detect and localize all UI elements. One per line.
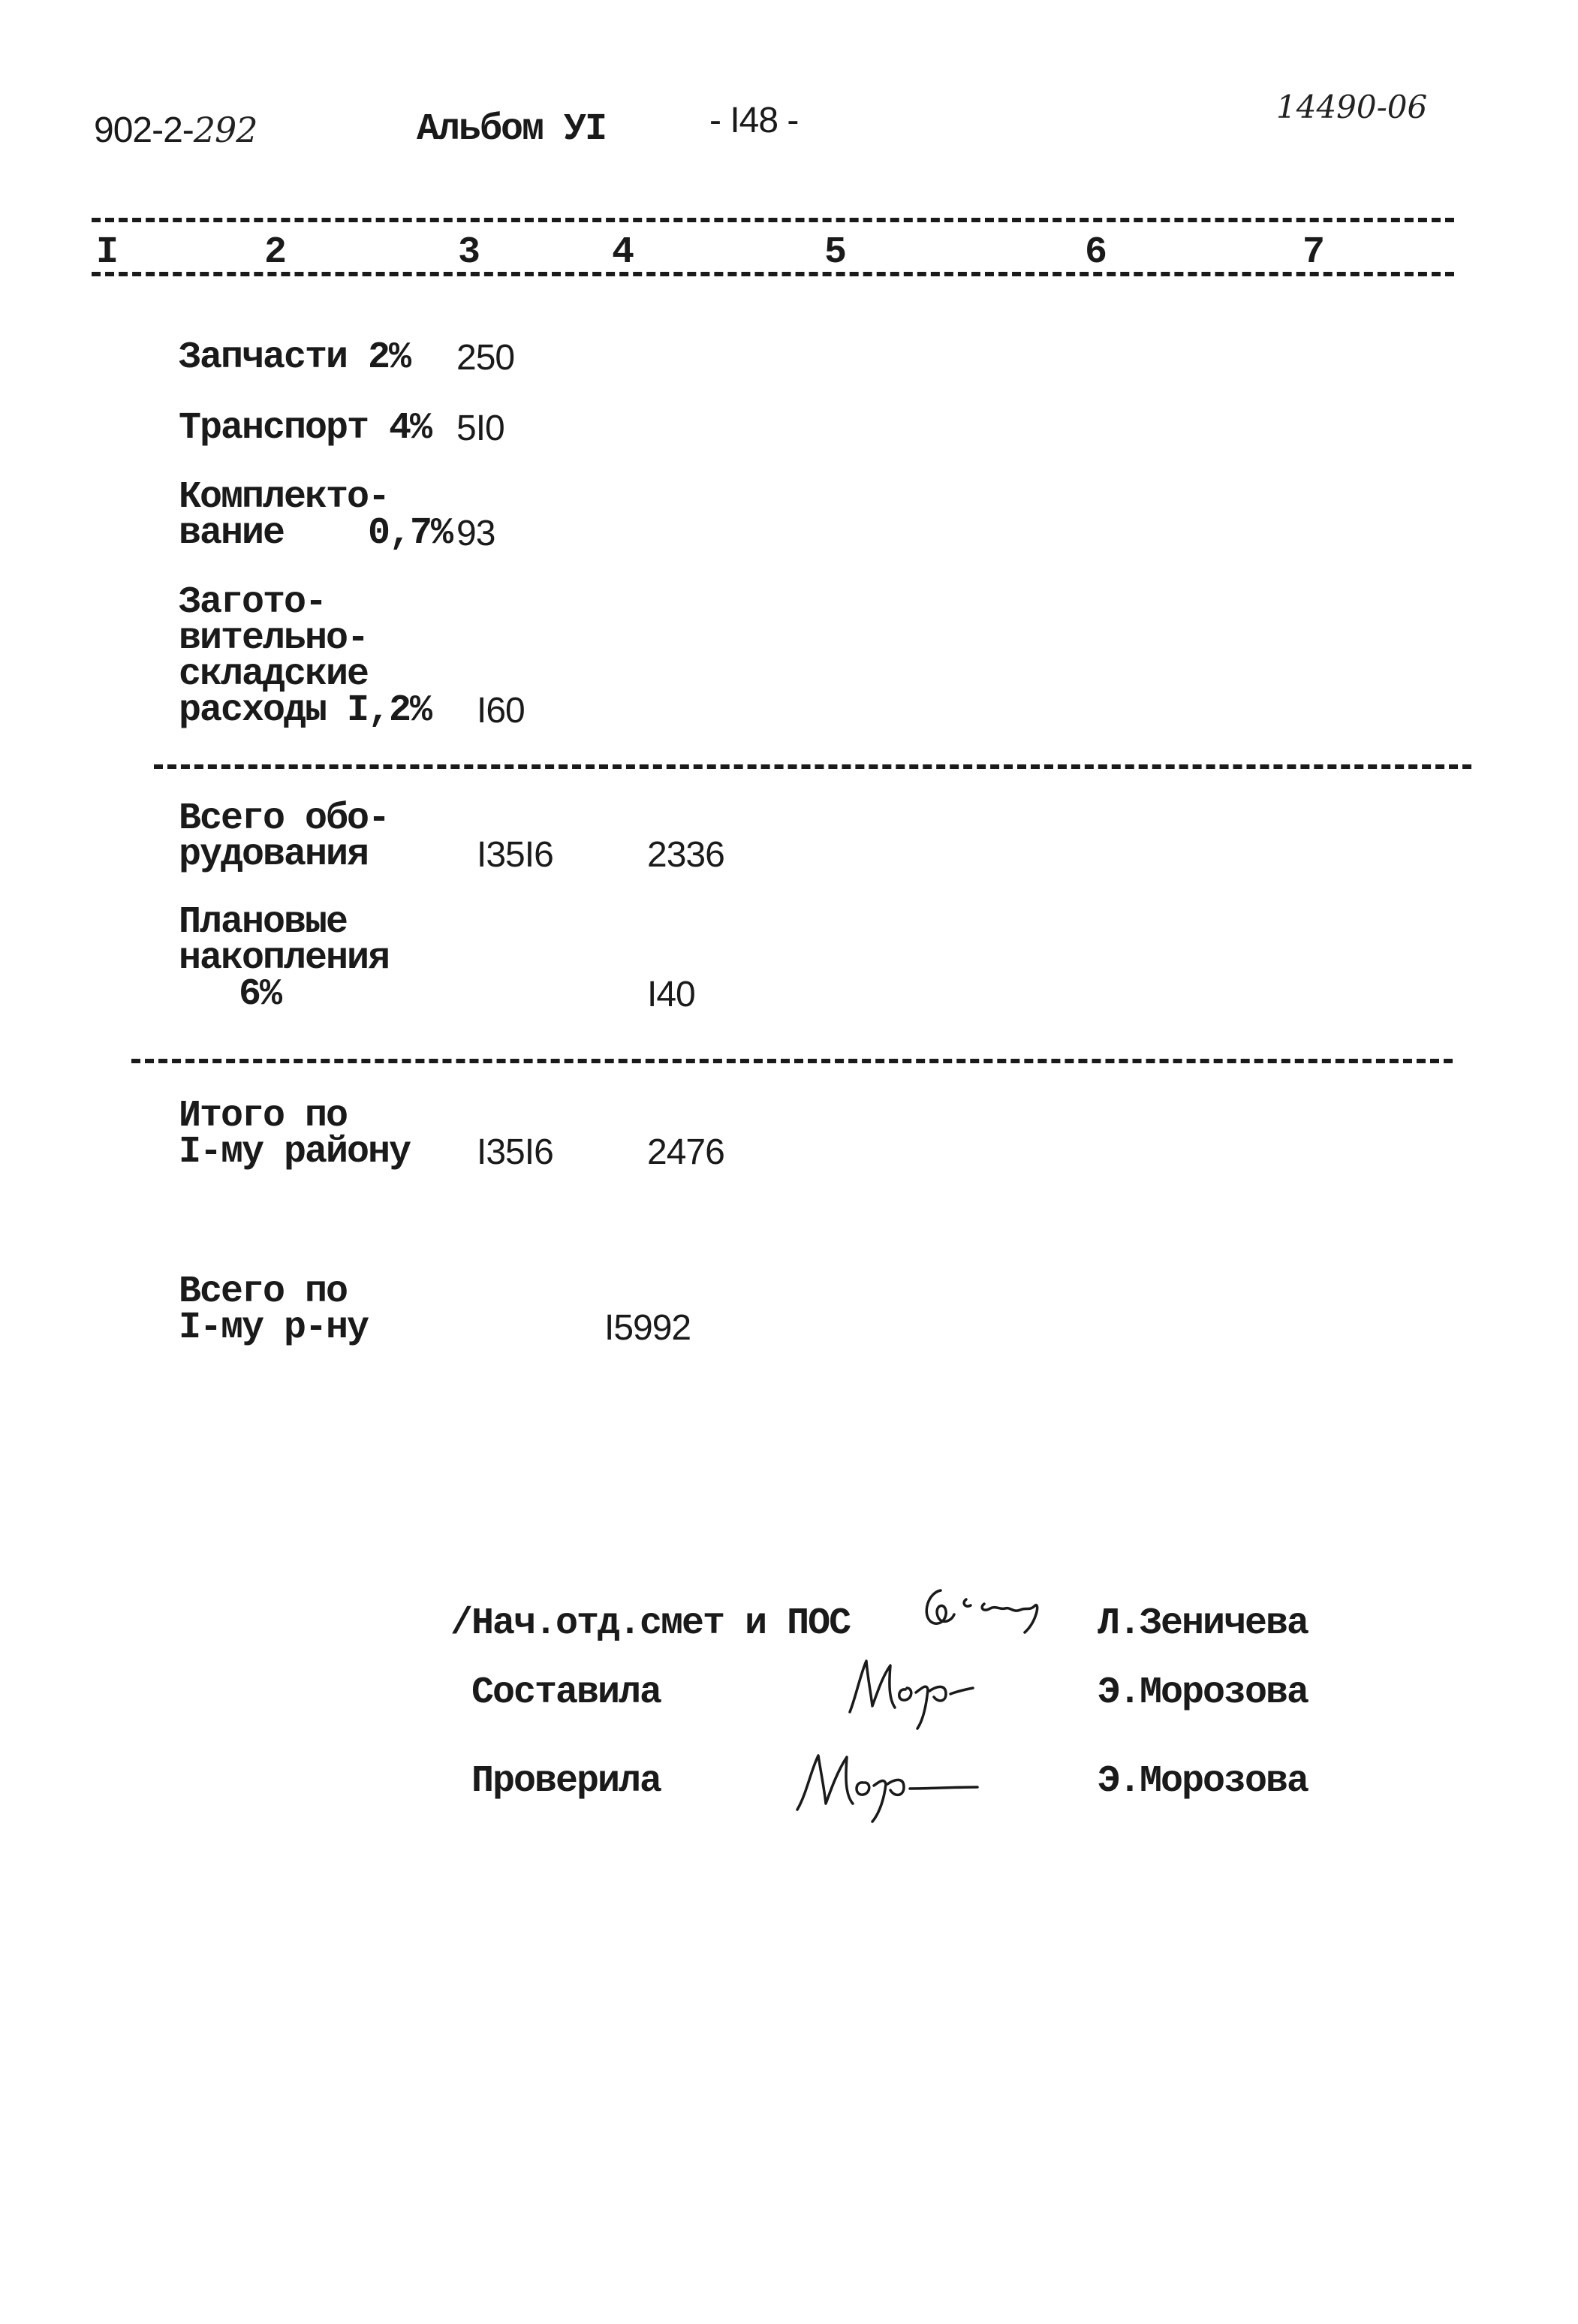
district-total-label-line2: I-му району [179,1131,411,1174]
inventory-number: 14490-06 [1276,89,1428,125]
signature-name-compiled: Э.Морозова [1098,1671,1308,1714]
equipment-total-col4: 2336 [647,835,724,875]
transport-value: 5I0 [456,408,504,448]
planned-savings-label-line1: Плановые [179,901,348,944]
column-number-6: 6 [1085,231,1107,274]
signature-role-checked: Проверила [471,1760,661,1803]
kit-label-line2: вание [179,512,285,555]
signature-compiled-mark [833,1644,1006,1735]
column-number-4: 4 [612,231,634,274]
storage-label-line1: Загото- [179,581,327,624]
kit-label-line1: Комплекто- [179,476,390,519]
storage-label-line3: складские [179,653,369,696]
column-header-bottom-rule [92,272,1454,276]
district-total-label-line1: Итого по [179,1095,348,1138]
signature-name-checked: Э.Морозова [1098,1760,1308,1803]
document-number [94,111,257,149]
planned-savings-col4: I40 [647,975,695,1014]
page-number: - I48 - [709,101,799,140]
signature-checked-mark [781,1735,1006,1825]
column-number-7: 7 [1302,231,1324,274]
document-number-suffix: 292 [193,110,257,150]
equipment-total-label-line2: рудования [179,833,369,876]
equipment-total-col3: I35I6 [477,835,553,875]
signature-head-mark [912,1577,1062,1644]
district-total-col4: 2476 [647,1132,724,1172]
storage-value: I60 [477,691,525,731]
column-number-1: I [96,231,118,274]
section-divider-1 [154,764,1471,769]
district-total-col3: I35I6 [477,1132,553,1172]
storage-label-line4: расходы I,2% [179,689,432,732]
signature-role-head: /Нач.отд.смет и ПОС [450,1602,851,1645]
document-number-prefix: 902-2- [94,110,194,150]
column-number-3: 3 [458,231,480,274]
section-divider-2 [131,1059,1453,1063]
equipment-total-label-line1: Всего обо- [179,797,390,840]
kit-percent: 0,7% [368,512,453,555]
grand-total-label-line2: I-му р-ну [179,1307,369,1349]
signature-role-compiled: Составила [471,1671,661,1714]
storage-label-line2: вительно- [179,617,369,660]
column-number-5: 5 [824,231,846,274]
spares-value: 250 [456,338,515,378]
grand-total-value: I5992 [604,1308,691,1348]
kit-value: 93 [456,514,495,553]
album-label: Альбом УI [417,108,607,151]
grand-total-label-line1: Всего по [179,1271,348,1313]
planned-savings-label-line2: накопления [179,937,390,980]
planned-savings-percent: 6% [239,973,282,1016]
spares-label: Запчасти 2% [179,336,411,379]
signature-name-head: Л.Зеничева [1098,1602,1308,1645]
column-number-2: 2 [264,231,286,274]
column-header-top-rule [92,218,1454,222]
transport-label: Транспорт 4% [179,407,432,450]
